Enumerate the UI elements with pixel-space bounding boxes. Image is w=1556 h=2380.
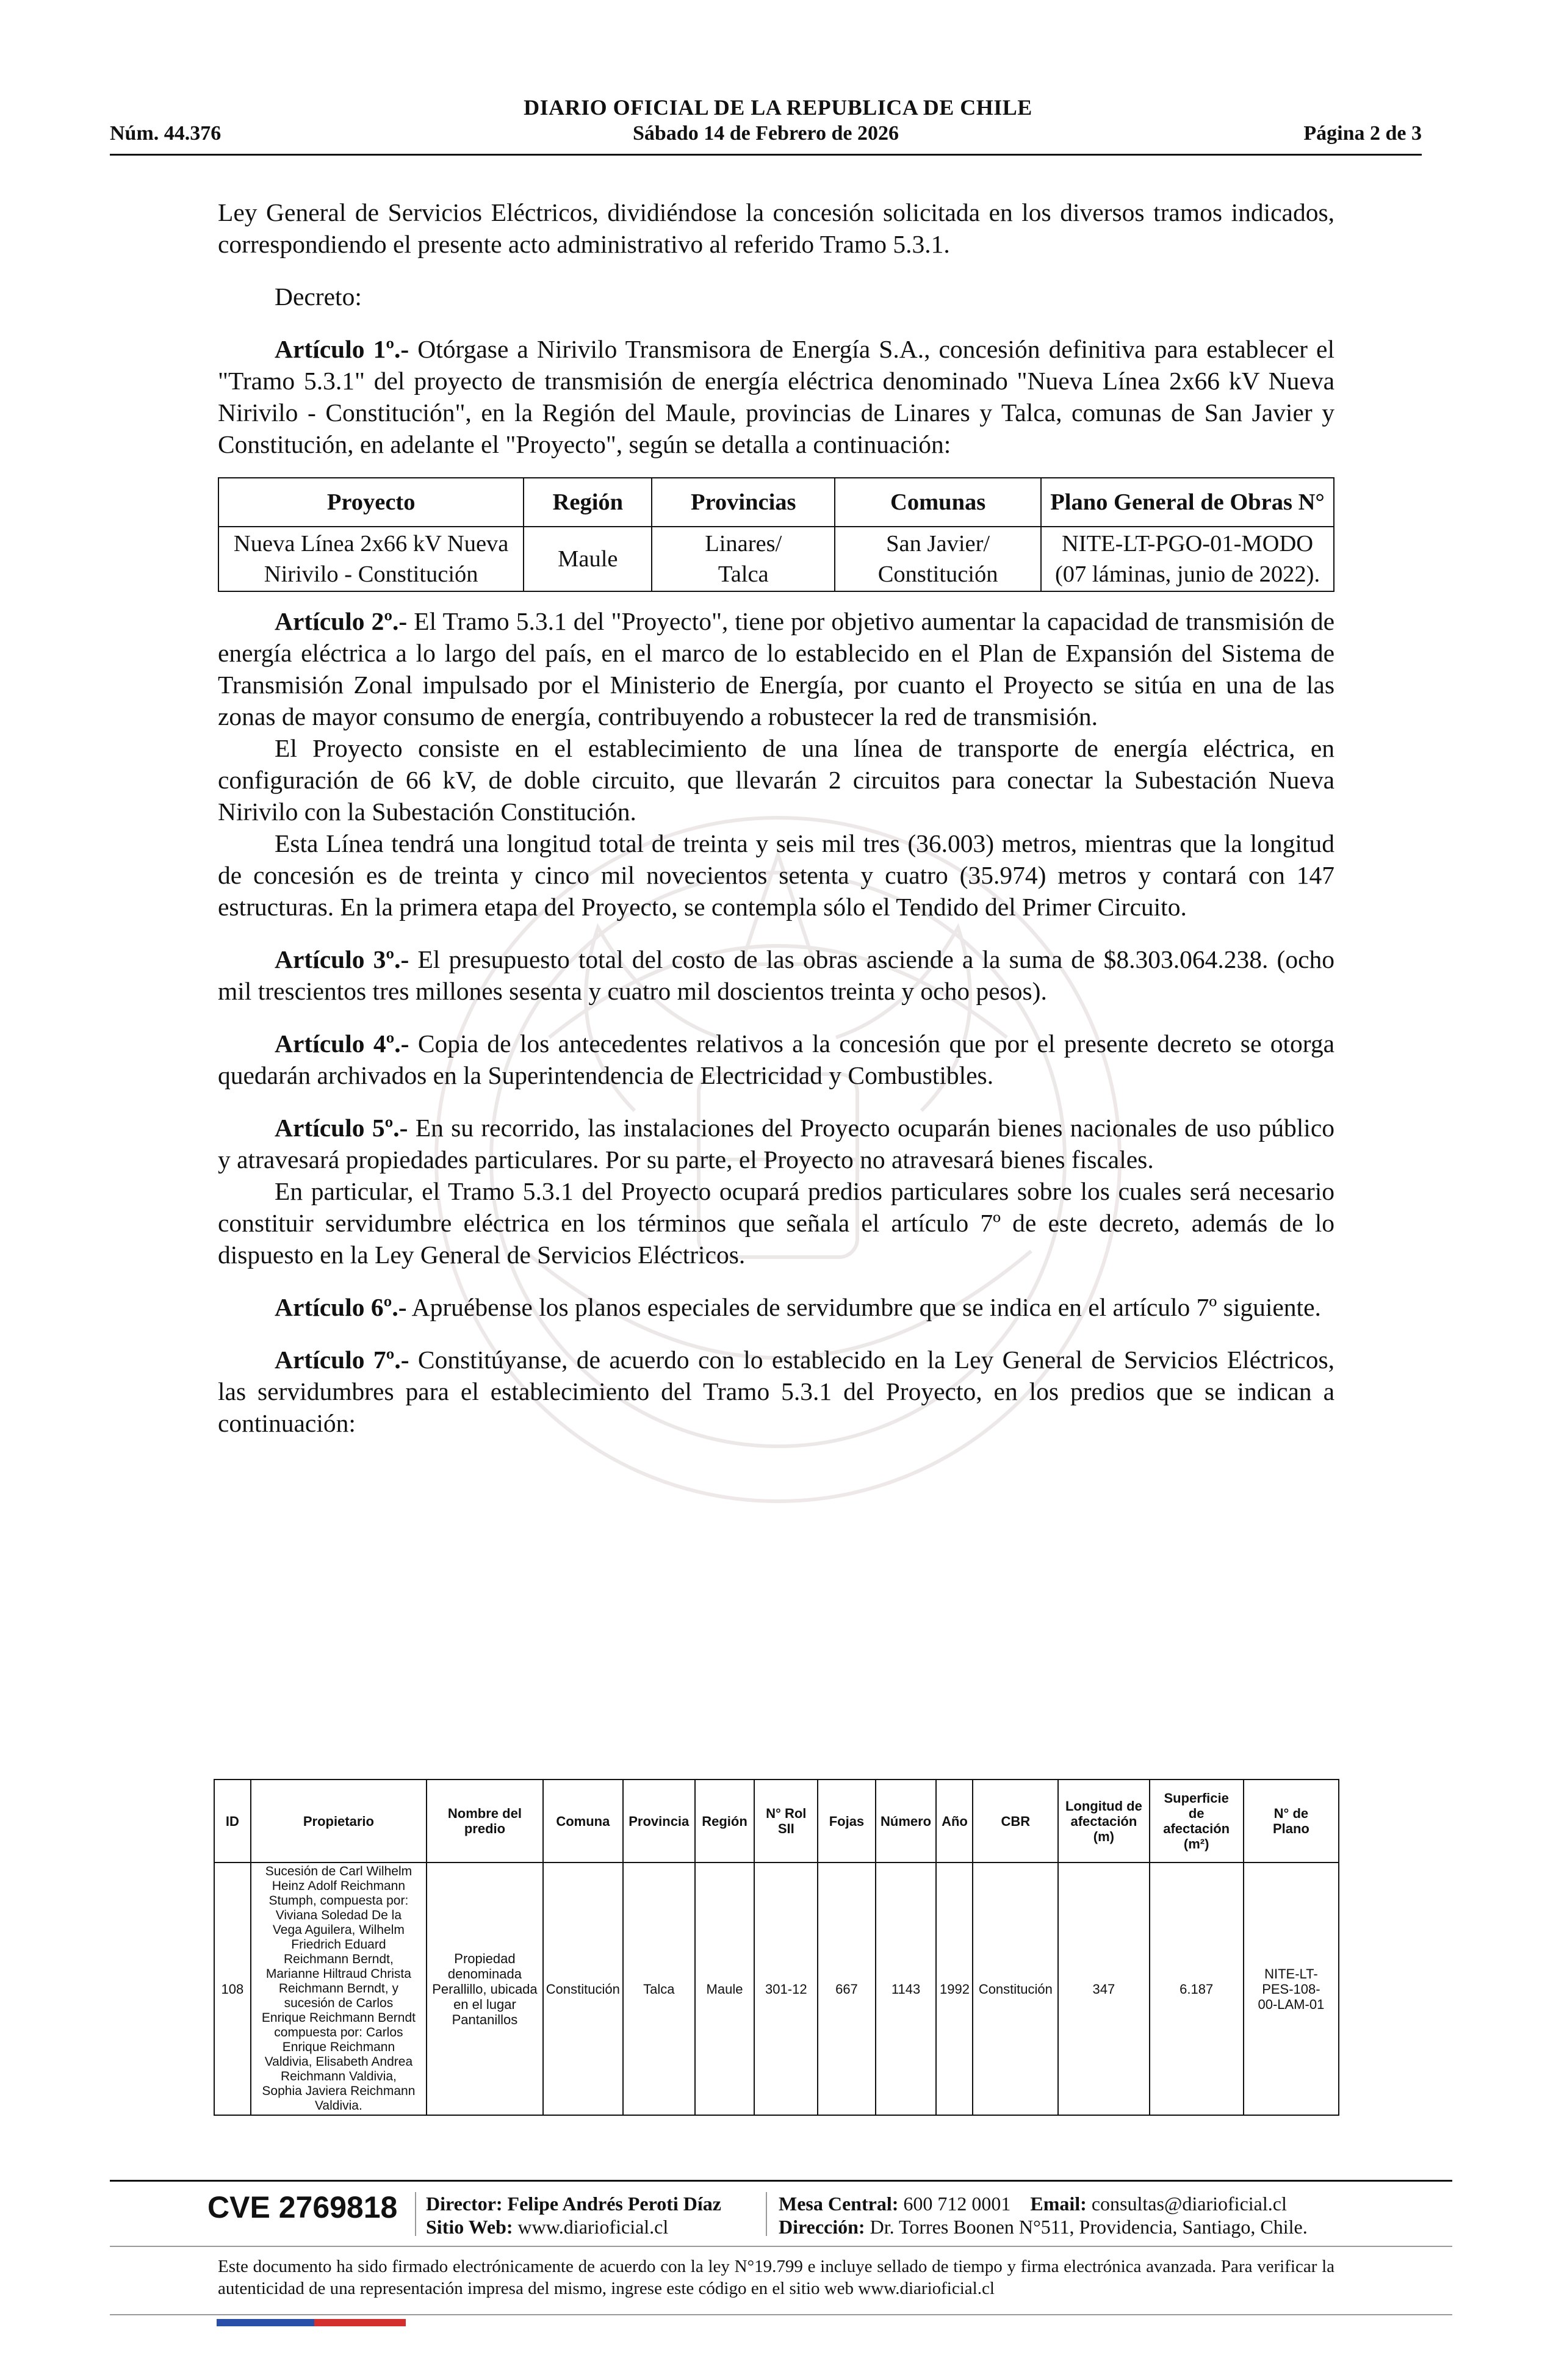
decreto-heading: Decreto: <box>275 283 362 311</box>
cell-comuna: Constitución <box>543 1863 623 2115</box>
email-label: Email: <box>1030 2193 1087 2215</box>
article-3-heading: Artículo 3º.- <box>275 945 409 973</box>
cell-numero: 1143 <box>876 1863 937 2115</box>
col-proyecto: Proyecto <box>218 478 524 527</box>
address-value: Dr. Torres Boonen N°511, Providencia, Santiago, Chile. <box>870 2216 1308 2238</box>
table-row <box>214 1863 1339 2115</box>
article-2-paragraph-2: El Proyecto consiste en el establecimiento de una línea de transporte de energía eléctrica, en configuración de 66 kV, de doble circuito, que llevarán 2 circuitos para conectar la Subestación Nueva Nirivilo con la Subestación Constitución. <box>218 734 1334 826</box>
cell-longitud: 347 <box>1058 1863 1149 2115</box>
article-1-heading: Artículo 1º.- <box>275 335 409 363</box>
col-nombre-predio: Nombre del predio <box>427 1780 543 1863</box>
cell-plano: NITE-LT-PGO-01-MODO (07 láminas, junio de 2022). <box>1041 527 1334 591</box>
servidumbre-table <box>214 1779 1339 2116</box>
footer-director-block <box>426 2192 721 2238</box>
col-plano: Plano General de Obras N° <box>1041 478 1334 527</box>
article-5-heading: Artículo 5º.- <box>275 1114 408 1142</box>
article-1-text: Otórgase a Nirivilo Transmisora de Energía S.A., concesión definitiva para establecer el "Tramo 5.3.1" del proyecto de transmisión de energía eléctrica denominado "Nueva Línea 2x66 kV Nueva Nirivilo - Constitución", en la Región del Maule, provincias de Linares y Talca, comunas de San Javier y Constitución, en adelante el "Proyecto", según se detalla a continuación: <box>218 335 1334 458</box>
gazette-title: DIARIO OFICIAL DE LA REPUBLICA DE CHILE <box>524 95 1032 120</box>
cell-nombre-predio: Propiedad denominada Perallillo, ubicada en el lugar Pantanillos <box>427 1863 543 2115</box>
col-plano: N° de Plano <box>1244 1780 1339 1863</box>
col-fojas: Fojas <box>818 1780 875 1863</box>
cell-superficie: 6.187 <box>1150 1863 1244 2115</box>
article-3 <box>218 943 1334 1007</box>
cell-region: Maule <box>524 527 652 591</box>
article-2 <box>218 605 1334 732</box>
col-numero: Número <box>876 1780 937 1863</box>
article-4-heading: Artículo 4º.- <box>275 1030 409 1058</box>
col-superficie: Superficie de afectación (m²) <box>1150 1780 1244 1863</box>
col-provincias: Provincias <box>652 478 835 527</box>
article-3-text: El presupuesto total del costo de las obras asciende a la suma de $8.303.064.238. (ocho mil trescientos tres millones sesenta y cuatro mil doscientos treinta y ocho pesos). <box>218 945 1334 1005</box>
cell-rol-sii: 301-12 <box>754 1863 818 2115</box>
servidumbre-table-wrapper <box>214 1779 1339 2116</box>
project-table <box>218 477 1334 592</box>
cell-comunas: San Javier/ Constitución <box>835 527 1041 591</box>
article-5-text: En su recorrido, las instalaciones del Proyecto ocuparán bienes nacionales de uso público y atravesará propiedades particulares. Por su parte, el Proyecto no atravesará bienes fiscales. <box>218 1114 1334 1174</box>
col-rol-sii: N° Rol SII <box>754 1780 818 1863</box>
col-cbr: CBR <box>973 1780 1058 1863</box>
article-1 <box>218 333 1334 460</box>
article-2-text: El Tramo 5.3.1 del "Proyecto", tiene por objetivo aumentar la capacidad de transmisión de energía eléctrica a lo largo del país, en el marco de lo establecido en el Plan de Expansión del Sistema de Transmisión Zonal impulsado por el Ministerio de Energía, por cuanto el Proyecto se sitúa en una de las zonas de mayor consumo de energía, contribuyendo a robustecer la red de transmisión. <box>218 607 1334 730</box>
address-label: Dirección: <box>779 2216 865 2238</box>
footer-contact-block <box>779 2192 1308 2238</box>
footer-separator <box>415 2192 416 2236</box>
director-name: Felipe Andrés Peroti Díaz <box>507 2193 721 2215</box>
col-comuna: Comuna <box>543 1780 623 1863</box>
issue-number: Núm. 44.376 <box>110 122 222 145</box>
footer-divider-middle <box>110 2246 1452 2247</box>
article-6-heading: Artículo 6º.- <box>275 1293 407 1321</box>
cell-fojas: 667 <box>818 1863 875 2115</box>
article-2-paragraph-3: Esta Línea tendrá una longitud total de treinta y seis mil tres (36.003) metros, mientras que la longitud de concesión es de treinta y cinco mil novecientos setenta y cuatro (35.974) metros y contará con 147 estructuras. En la primera etapa del Proyecto, se contempla sólo el Tendido del Primer Circuito. <box>218 829 1334 921</box>
document-body <box>218 197 1334 1439</box>
cell-provincia: Talca <box>623 1863 695 2115</box>
cell-cbr: Constitución <box>973 1863 1058 2115</box>
article-2-heading: Artículo 2º.- <box>275 607 408 635</box>
intro-paragraph: Ley General de Servicios Eléctricos, dividiéndose la concesión solicitada en los diversos tramos indicados, correspondiendo el presente acto administrativo al referido Tramo 5.3.1. <box>218 198 1334 258</box>
email-link[interactable]: consultas@diarioficial.cl <box>1091 2193 1287 2215</box>
article-6-text: Apruébense los planos especiales de servidumbre que se indica en el artículo 7º siguiente. <box>406 1293 1321 1321</box>
cell-anio: 1992 <box>936 1863 973 2115</box>
cell-propietario: Sucesión de Carl Wilhelm Heinz Adolf Reichmann Stumph, compuesta por: Viviana Soledad De la Vega Aguilera, Wilhelm Friedrich Eduard Reichmann Berndt, Marianne Hiltraud Christa Reichmann Berndt, y sucesión de Carlos Enrique Reichmann Berndt compuesta por: Carlos Enrique Reichmann Valdivia, Elisabeth Andrea Reichmann Valdivia, Sophia Javiera Reichmann Valdivia. <box>251 1863 427 2115</box>
header-row <box>110 122 1422 151</box>
cell-plano: NITE-LT- PES-108- 00-LAM-01 <box>1244 1863 1339 2115</box>
article-7-heading: Artículo 7º.- <box>275 1346 409 1374</box>
article-4 <box>218 1028 1334 1091</box>
cell-proyecto: Nueva Línea 2x66 kV Nueva Nirivilo - Constitución <box>218 527 524 591</box>
article-7 <box>218 1344 1334 1439</box>
issue-date: Sábado 14 de Febrero de 2026 <box>632 122 899 145</box>
flag-stripe-blue <box>217 2319 314 2326</box>
table-row <box>218 527 1334 591</box>
mesa-label: Mesa Central: <box>779 2193 899 2215</box>
col-region: Región <box>695 1780 755 1863</box>
servidumbre-header <box>214 1780 1339 1863</box>
director-label: Director: <box>426 2193 503 2215</box>
footer-separator <box>766 2192 767 2236</box>
project-table-header <box>218 478 1334 527</box>
col-anio: Año <box>936 1780 973 1863</box>
flag-stripe-red <box>314 2319 406 2326</box>
article-7-text: Constitúyanse, de acuerdo con lo establecido en la Ley General de Servicios Eléctricos, las servidumbres para el establecimiento del Tramo 5.3.1 del Proyecto, en los predios que se indican a continuación: <box>218 1346 1334 1437</box>
signature-notice: Este documento ha sido firmado electrónicamente de acuerdo con la ley N°19.799 e incluye sellado de tiempo y firma electrónica avanzada. Para verificar la autenticidad de una representación impresa del mismo, ingrese este código en el sitio web www.diarioficial.cl <box>218 2257 1334 2298</box>
mesa-phone: 600 712 0001 <box>903 2193 1011 2215</box>
col-propietario: Propietario <box>251 1780 427 1863</box>
article-4-text: Copia de los antecedentes relativos a la concesión que por el presente decreto se otorga quedarán archivados en la Superintendencia de Electricidad y Combustibles. <box>218 1030 1334 1089</box>
cell-provincias: Linares/ Talca <box>652 527 835 591</box>
col-comunas: Comunas <box>835 478 1041 527</box>
col-id: ID <box>214 1780 251 1863</box>
page-number: Página 2 de 3 <box>1303 122 1422 145</box>
col-provincia: Provincia <box>623 1780 695 1863</box>
article-5-paragraph-2: En particular, el Tramo 5.3.1 del Proyecto ocupará predios particulares sobre los cuales será necesario constituir servidumbre eléctrica en los términos que señala el artículo 7º de este decreto, además de lo dispuesto en la Ley General de Servicios Eléctricos. <box>218 1177 1334 1269</box>
website-label: Sitio Web: <box>426 2216 513 2238</box>
article-6 <box>218 1291 1334 1323</box>
cell-region: Maule <box>695 1863 755 2115</box>
article-5 <box>218 1112 1334 1175</box>
header-divider <box>110 154 1422 156</box>
col-region: Región <box>524 478 652 527</box>
cell-id: 108 <box>214 1863 251 2115</box>
col-longitud: Longitud de afectación (m) <box>1058 1780 1149 1863</box>
footer-divider-bottom <box>110 2314 1452 2315</box>
footer-divider-top <box>110 2180 1452 2182</box>
cve-code: CVE 2769818 <box>207 2190 398 2224</box>
website-link[interactable]: www.diarioficial.cl <box>517 2216 669 2238</box>
